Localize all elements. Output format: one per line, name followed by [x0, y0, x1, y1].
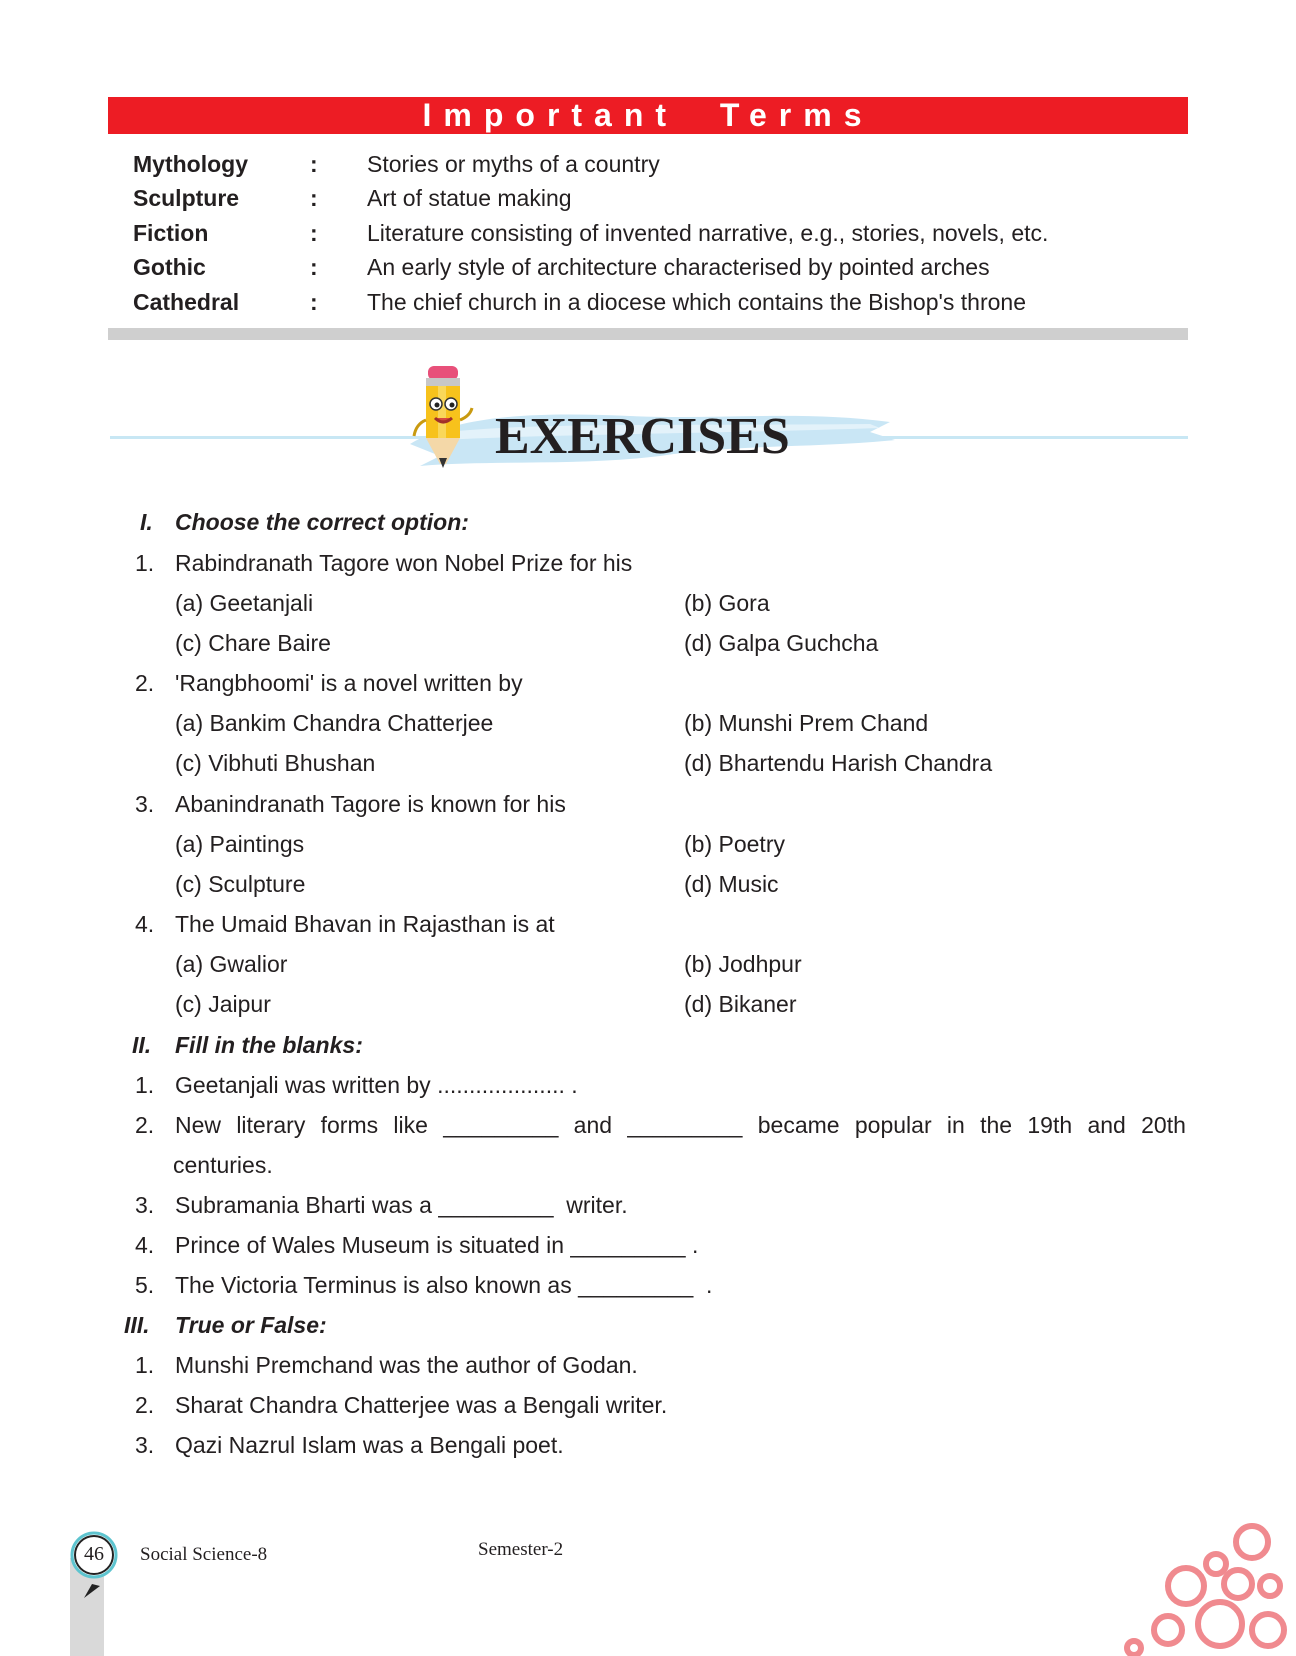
question-text: Abanindranath Tagore is known for his [175, 791, 566, 817]
option: (a) Bankim Chandra Chatterjee [175, 710, 494, 736]
option: (a) Gwalior [175, 951, 288, 977]
question-number: 2. [135, 1392, 155, 1418]
section-title: True or False: [175, 1312, 327, 1338]
section-title: Choose the correct option: [175, 509, 469, 535]
question-text: The Victoria Terminus is also known as _________ . [175, 1272, 713, 1298]
option: (c) Sculpture [175, 871, 306, 897]
section-title: Fill in the blanks: [175, 1032, 363, 1058]
question-number: 1. [135, 1072, 155, 1098]
footer-semester: Semester-2 [478, 1539, 564, 1560]
option: (d) Galpa Guchcha [684, 630, 879, 656]
option: (b) Poetry [684, 831, 785, 857]
term-word: Sculpture [133, 185, 240, 211]
question-number: 2. [135, 1112, 155, 1138]
question-text: Sharat Chandra Chatterjee was a Bengali writer. [175, 1392, 668, 1418]
option: (b) Gora [684, 590, 770, 616]
term-word: Fiction [133, 220, 209, 246]
term-definition: Art of statue making [367, 185, 572, 211]
term-definition: Literature consisting of invented narrative, e.g., stories, novels, etc. [367, 220, 1049, 246]
option: (c) Jaipur [175, 991, 271, 1017]
term-colon: : [310, 185, 318, 211]
question-text-justified: New literary forms like _________ and _________ became popular in the 19th and 20th [175, 1112, 1186, 1138]
question-number: 5. [135, 1272, 155, 1298]
question-number: 3. [135, 1432, 155, 1458]
answer-blank: _________ [627, 1112, 743, 1138]
question-number: 3. [135, 791, 155, 817]
question-text: Geetanjali was written by .................... . [175, 1072, 578, 1098]
section-number: II. [132, 1032, 152, 1058]
question-number: 3. [135, 1192, 155, 1218]
answer-blank: _________ [578, 1272, 694, 1298]
option: (d) Bikaner [684, 991, 797, 1017]
option: (a) Geetanjali [175, 590, 314, 616]
option: (c) Vibhuti Bhushan [175, 750, 376, 776]
pencil-mascot-icon [410, 364, 476, 472]
question-text: Qazi Nazrul Islam was a Bengali poet. [175, 1432, 564, 1458]
answer-blank: _________ [438, 1192, 554, 1218]
option: (a) Paintings [175, 831, 305, 857]
term-colon: : [310, 220, 318, 246]
section-number: III. [124, 1312, 150, 1338]
question-text: Rabindranath Tagore won Nobel Prize for his [175, 550, 633, 576]
option: (d) Music [684, 871, 779, 897]
term-colon: : [310, 254, 318, 280]
term-word: Cathedral [133, 289, 240, 315]
question-text-continued: centuries. [173, 1152, 273, 1178]
divider-bar [108, 328, 1188, 340]
term-colon: : [310, 151, 318, 177]
footer-book-title: Social Science-8 [140, 1544, 268, 1565]
question-number: 4. [135, 911, 155, 937]
important-terms-banner: Important Terms [108, 97, 1188, 134]
term-definition: An early style of architecture characterised by pointed arches [367, 254, 990, 280]
option: (b) Munshi Prem Chand [684, 710, 929, 736]
question-text: 'Rangbhoomi' is a novel written by [175, 670, 523, 696]
answer-blank: _________ [443, 1112, 559, 1138]
term-definition: Stories or myths of a country [367, 151, 660, 177]
question-number: 1. [135, 1352, 155, 1378]
option: (c) Chare Baire [175, 630, 331, 656]
answer-blank: _________ [570, 1232, 686, 1258]
page-number: 46 [84, 1543, 104, 1565]
question-number: 1. [135, 550, 155, 576]
question-text: Munshi Premchand was the author of Godan. [175, 1352, 638, 1378]
option: (d) Bhartendu Harish Chandra [684, 750, 993, 776]
question-text: The Umaid Bhavan in Rajasthan is at [175, 911, 555, 937]
exercises-title: EXERCISES [495, 408, 790, 465]
question-number: 2. [135, 670, 155, 696]
term-word: Mythology [133, 151, 248, 177]
question-number: 4. [135, 1232, 155, 1258]
question-text: Prince of Wales Museum is situated in _________ . [175, 1232, 699, 1258]
term-colon: : [310, 289, 318, 315]
decorative-bubbles-icon [1120, 1520, 1296, 1656]
option: (b) Jodhpur [684, 951, 802, 977]
question-text: Subramania Bharti was a _________ writer. [175, 1192, 628, 1218]
term-definition: The chief church in a diocese which contains the Bishop's throne [367, 289, 1026, 315]
term-word: Gothic [133, 254, 206, 280]
section-number: I. [140, 509, 153, 535]
